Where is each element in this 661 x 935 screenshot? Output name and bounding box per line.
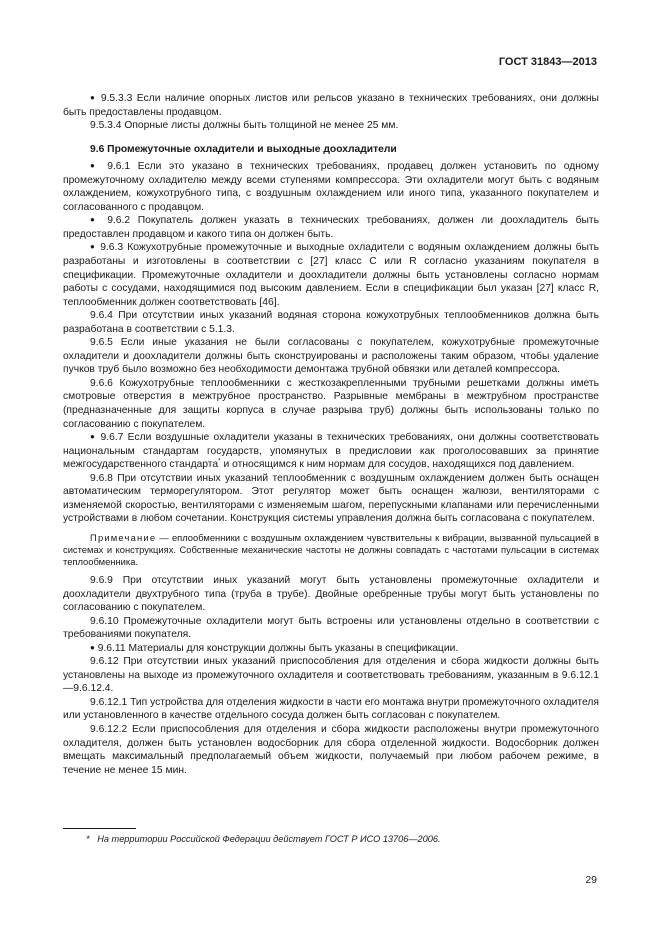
page-number: 29 <box>585 874 597 886</box>
paragraph-9-6-1: ● 9.6.1 Если это указано в технических требованиях, продавец должен установить по одному промежуточному охладителю между всеми ступенями компрессора. Эти охладители могут быть с водяным охлаждением, кожухотрубного типа, с воздушным охлаждением или иного типа, указанного покупателем и согласованного с продавцом. <box>63 161 599 213</box>
paragraph-9-6-3: ● 9.6.3 Кожухотрубные промежуточные и выходные охладители с водяным охлаждением должны быть разработаны и изготовлены в соответствии с [27] класс C или R согласно указаниям покупателя в спецификации. Промежуточные охладители и доохладители должны быть установлены согласно нормам работы с сосудами, находящимися под высоким давлением. Если в спецификации был указан [27] класс R, теплообменник должен соответствовать [46]. <box>63 242 599 308</box>
paragraph-9-6-12-1: 9.6.12.1 Тип устройства для отделения жидкости в части его монтажа внутри промежуточного охладителя или установленного в качестве отдельного сосуда должен быть согласован с покупателем. <box>63 696 599 722</box>
note-text: — еплообменники с воздушным охлаждением чувствительны к вибрации, вызванной пульсацией в системах и конструкциях. Собственные механические частоты не должны совпадать с частотами пульсации в системах теплообменника. <box>63 531 599 567</box>
paragraph-9-6-7: ● 9.6.7 Если воздушные охладители указаны в технических требованиях, они должны соответствовать национальным стандартам государств, упомянутых в предисловии как проголосовавших за принятие межгосударственного стандарта* и относящимся к ним нормам для сосудов, находящихся под давлением. <box>63 432 599 471</box>
bullet-icon: ● <box>90 432 97 442</box>
paragraph-9-6-9: 9.6.9 При отсутствии иных указаний могут быть установлены промежуточные охладители и доохладители двухтрубного типа (труба в трубе). Двойные оребренные трубы могут быть установлены по согласованию с покупателем. <box>63 574 599 614</box>
standard-header: ГОСТ 31843—2013 <box>498 56 597 68</box>
paragraph-9-5-3-3: ● 9.5.3.3 Если наличие опорных листов или рельсов указано в технических требованиях, они должны быть предоставлены продавцом. <box>63 93 599 118</box>
paragraph-9-6-12: 9.6.12 При отсутствии иных указаний приспособления для отделения и сбора жидкости должны быть установлены на выходе из промежуточного охладителя и соответствовать требованиям, указанным в 9.6.12.1—9.6.12.4. <box>63 656 599 695</box>
paragraph-9-6-10: 9.6.10 Промежуточные охладители могут быть встроены или установлены отдельно в соответствии с требованиями покупателя. <box>63 615 599 641</box>
paragraph-9-6-5: 9.6.5 Если иные указания не были согласованы с покупателем, кожухотрубные промежуточные охладители и доохладители должны быть сконструированы и расположены таким образом, чтобы удаление пучков труб было возможно без необходимости демонтажа трубной обвязки или деталей компрессора. <box>63 337 599 376</box>
note <box>63 532 599 568</box>
footnote <box>86 833 441 845</box>
footnote-reference: * <box>218 457 221 465</box>
bullet-icon: ● <box>90 161 100 171</box>
paragraph-9-5-3-4: 9.5.3.4 Опорные листы должны быть толщиной не менее 25 мм. <box>90 120 399 132</box>
footnote-divider <box>63 828 136 829</box>
bullet-icon: ● <box>90 215 100 225</box>
footnote-text: На территории Российской Федерации действует ГОСТ Р ИСО 13706—2006. <box>97 834 441 844</box>
paragraph-9-6-6: 9.6.6 Кожухотрубные теплообменники с жесткозакрепленными трубными решетками должны иметь смотровые отверстия в межтрубное пространство. Разрывные мембраны в межтрубном пространстве (предназначенные для защиты корпуса в случае разрыва труб) должны быть использованы только по согласованию с покупателем. <box>63 377 599 430</box>
footnote-mark: * <box>86 834 90 844</box>
bullet-icon: ● <box>90 642 95 652</box>
bullet-icon: ● <box>90 93 97 102</box>
section-heading-9-6: 9.6 Промежуточные охладители и выходные доохладители <box>90 143 397 155</box>
paragraph-9-6-11: ● 9.6.11 Материалы для конструкции должны быть указаны в спецификации. <box>90 642 459 654</box>
note-label: Примечание <box>90 531 157 543</box>
paragraph-9-6-2: ● 9.6.2 Покупатель должен указать в технических требованиях, должен ли доохладитель быть предоставлен продавцом и какого типа он должен быть. <box>63 215 599 240</box>
document-body <box>63 92 599 777</box>
paragraph-9-6-4: 9.6.4 При отсутствии иных указаний водяная сторона кожухотрубных теплообменников должна быть разработана в соответствии с 5.1.3. <box>63 310 599 335</box>
bullet-icon: ● <box>90 242 97 252</box>
paragraph-9-6-8: 9.6.8 При отсутствии иных указаний теплообменник с воздушным охлаждением должен быть оснащен автоматическим терморегулятором. Этот регулятор может быть оснащен жалюзи, вентиляторами с изменяемой скоростью, вентиляторами с изменяемым шагом, перепускными клапанами или перечисленными устройствами в любом сочетании. Конструкция системы управления должна быть согласована с покупателем. <box>63 472 599 525</box>
paragraph-9-6-12-2: 9.6.12.2 Если приспособления для отделения и сбора жидкости расположены внутри промежуточного охладителя, должен быть установлен водосборник для сбора отделенной жидкости. Водосборник должен вмещать максимальный предполагаемый объем жидкости, получаемый при любом рабочем режиме, в течение не менее 15 мин. <box>63 723 599 776</box>
